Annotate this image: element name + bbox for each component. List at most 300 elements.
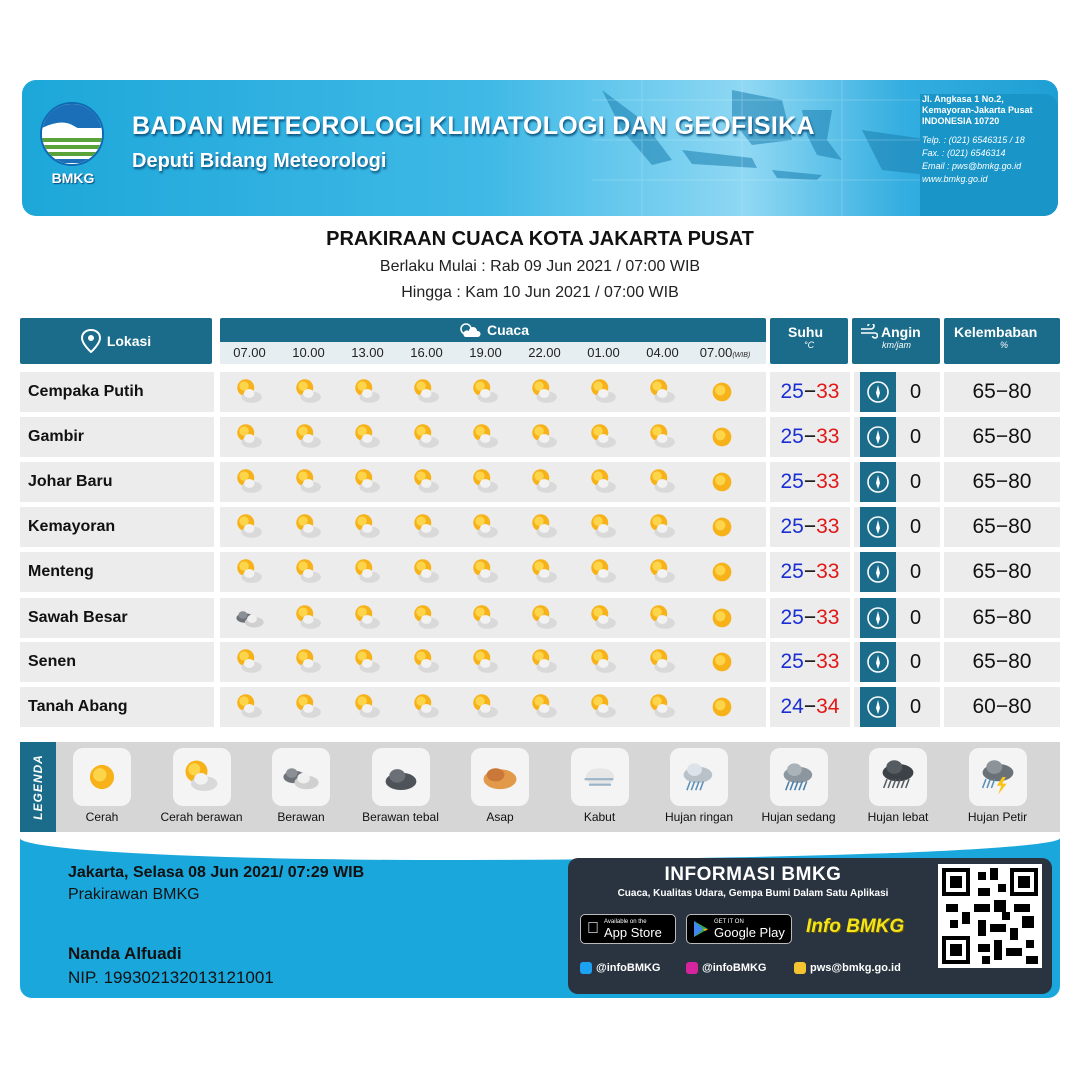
cerah-berawan-icon — [646, 555, 680, 589]
table-row — [20, 642, 1060, 682]
apple-icon — [587, 920, 599, 938]
header-kelembaban — [944, 318, 1060, 364]
wind-direction — [860, 507, 896, 547]
temperature: 25−33 — [770, 507, 850, 547]
weather-cell — [456, 372, 515, 412]
weather-cell — [633, 462, 692, 502]
wind — [854, 598, 940, 638]
weather-cell — [515, 642, 574, 682]
weather-cell — [692, 462, 751, 502]
wind-speed: 0 — [910, 606, 922, 629]
location-name: Cempaka Putih — [20, 372, 214, 412]
cerah-berawan-icon — [292, 601, 326, 635]
legend-item-label: Cerah berawan — [160, 810, 243, 824]
twitter-link[interactable] — [580, 962, 661, 974]
legend-item-berawan — [251, 748, 351, 824]
weather-cell — [633, 417, 692, 457]
weather-cell — [220, 687, 279, 727]
kabut-icon — [578, 755, 622, 799]
cerah-icon — [705, 645, 739, 679]
issue-date: Jakarta, Selasa 08 Jun 2021/ 07:29 WIB — [68, 864, 365, 881]
location-name: Gambir — [20, 417, 214, 457]
weather-cell — [338, 417, 397, 457]
temp-max: 33 — [816, 515, 840, 538]
time-slot: 07.00 — [233, 345, 266, 360]
temp-min: 25 — [780, 470, 804, 493]
google-play-small: GET IT ON — [714, 918, 744, 925]
temperature: 24−34 — [770, 687, 850, 727]
cerah-berawan-icon — [292, 420, 326, 454]
temperature: 25−33 — [770, 642, 850, 682]
app-store-small: Available on the — [592, 918, 635, 925]
time-slot: 10.00 — [292, 345, 325, 360]
cerah-berawan-icon — [469, 555, 503, 589]
weather-cell — [338, 372, 397, 412]
wind-direction — [860, 417, 896, 457]
cerah-berawan-icon — [587, 420, 621, 454]
temp-max: 33 — [816, 650, 840, 673]
cerah-berawan-icon — [180, 755, 224, 799]
legend-tab — [20, 742, 56, 832]
legend-item-hujan-lebat — [848, 748, 948, 824]
weather-cell — [515, 462, 574, 502]
cerah-berawan-icon — [351, 601, 385, 635]
wind-direction — [860, 372, 896, 412]
cerah-berawan-icon — [587, 555, 621, 589]
weather-cell — [397, 598, 456, 638]
weather-cell — [279, 687, 338, 727]
compass-icon — [865, 694, 891, 720]
cerah-berawan-icon — [646, 645, 680, 679]
weather-icons — [220, 642, 766, 682]
weather-icons — [220, 598, 766, 638]
weather-cell — [633, 372, 692, 412]
email: Email : pws@bmkg.go.id — [922, 161, 1022, 171]
wind — [854, 552, 940, 592]
bmkg-logo — [40, 102, 106, 194]
legend-item-hujan-ringan — [649, 748, 749, 824]
time-slot: 13.00 — [351, 345, 384, 360]
temp-min: 25 — [780, 650, 804, 673]
legend-item-asap — [450, 748, 550, 824]
wind-speed: 0 — [910, 515, 922, 538]
wind-speed: 0 — [910, 425, 922, 448]
cerah-berawan-icon — [410, 465, 444, 499]
weather-cell — [397, 462, 456, 502]
time-slot: 07.00(WIB) — [699, 345, 751, 360]
temp-max: 33 — [816, 380, 840, 403]
berawan-icon — [233, 601, 267, 635]
cerah-berawan-icon — [646, 690, 680, 724]
temp-min: 24 — [780, 695, 804, 718]
cerah-berawan-icon — [292, 690, 326, 724]
time-slots — [220, 342, 766, 364]
valid-from: Berlaku Mulai : Rab 09 Jun 2021 / 07:00 WIB — [379, 258, 701, 275]
wind-speed: 0 — [910, 650, 922, 673]
qr-code[interactable] — [938, 864, 1042, 968]
weather-cell — [397, 642, 456, 682]
header-kelembaban-unit: % — [1000, 340, 1009, 350]
info-bmkg-panel — [568, 858, 1052, 994]
weather-cell — [279, 417, 338, 457]
weather-cell — [338, 507, 397, 547]
table-row — [20, 372, 1060, 412]
weather-cell — [574, 642, 633, 682]
weather-cell — [456, 687, 515, 727]
cerah-berawan-icon — [646, 375, 680, 409]
cerah-berawan-icon — [469, 645, 503, 679]
cerah-berawan-icon — [646, 510, 680, 544]
weather-cell — [279, 462, 338, 502]
email-icon — [794, 962, 806, 974]
wind-speed: 0 — [910, 380, 922, 403]
weather-cell — [456, 598, 515, 638]
weather-cell — [633, 642, 692, 682]
twitter-handle: @infoBMKG — [596, 962, 661, 974]
cerah-berawan-icon — [528, 690, 562, 724]
hujan-petir-icon — [976, 755, 1020, 799]
legend-item-berawan-tebal — [351, 748, 451, 824]
cerah-berawan-icon — [528, 601, 562, 635]
weather-cell — [515, 372, 574, 412]
asap-icon — [478, 755, 522, 799]
legend-item-kabut — [550, 748, 650, 824]
cerah-berawan-icon — [587, 510, 621, 544]
weather-cell — [397, 552, 456, 592]
cerah-berawan-icon — [351, 420, 385, 454]
instagram-link[interactable] — [686, 962, 767, 974]
weather-icons — [220, 462, 766, 502]
cerah-berawan-icon — [528, 375, 562, 409]
location-name: Sawah Besar — [20, 598, 214, 638]
temp-min: 25 — [780, 515, 804, 538]
legend-item-cerah-berawan — [152, 748, 252, 824]
weather-cell — [338, 552, 397, 592]
cerah-berawan-icon — [233, 555, 267, 589]
weather-icons — [220, 552, 766, 592]
header-suhu-unit: °C — [804, 340, 815, 350]
header-kelembaban-label: Kelembaban — [954, 324, 1038, 340]
weather-icons — [220, 507, 766, 547]
weather-cell — [574, 372, 633, 412]
cerah-berawan-icon — [233, 375, 267, 409]
cerah-berawan-icon — [587, 465, 621, 499]
cerah-berawan-icon — [469, 375, 503, 409]
humidity: 65−80 — [944, 598, 1060, 638]
cerah-berawan-icon — [292, 465, 326, 499]
twitter-icon — [580, 962, 592, 974]
legend — [20, 742, 1060, 832]
weather-cell — [515, 552, 574, 592]
cerah-icon — [705, 510, 739, 544]
weather-cell — [279, 507, 338, 547]
google-play-label: Google Play — [714, 924, 785, 940]
compass-icon — [865, 424, 891, 450]
header-angin — [852, 318, 940, 364]
wind — [854, 417, 940, 457]
cerah-berawan-icon — [233, 645, 267, 679]
weather-cell — [397, 417, 456, 457]
weather-icon — [457, 321, 481, 339]
compass-icon — [865, 514, 891, 540]
header-lokasi-label: Lokasi — [106, 333, 152, 349]
weather-cell — [692, 417, 751, 457]
forecaster-name: Nanda Alfuadi — [68, 944, 182, 963]
humidity: 60−80 — [944, 687, 1060, 727]
temp-min: 25 — [780, 380, 804, 403]
compass-icon — [865, 469, 891, 495]
table-row — [20, 417, 1060, 457]
cerah-berawan-icon — [528, 465, 562, 499]
cerah-berawan-icon — [351, 375, 385, 409]
cerah-icon — [705, 690, 739, 724]
header-angin-unit: km/jam — [882, 340, 911, 350]
weather-cell — [515, 598, 574, 638]
time-slot: 22.00 — [528, 345, 561, 360]
info-title: INFORMASI BMKG — [664, 864, 842, 885]
footer — [20, 838, 1060, 998]
cerah-berawan-icon — [410, 510, 444, 544]
footer-wave — [20, 838, 1060, 860]
cerah-berawan-icon — [410, 420, 444, 454]
cerah-berawan-icon — [646, 601, 680, 635]
wind-speed: 0 — [910, 695, 922, 718]
table-row — [20, 552, 1060, 592]
cerah-icon — [705, 555, 739, 589]
weather-cell — [220, 507, 279, 547]
cerah-berawan-icon — [469, 420, 503, 454]
weather-cell — [279, 372, 338, 412]
weather-cell — [279, 642, 338, 682]
header-cuaca-label: Cuaca — [486, 322, 530, 338]
weather-icons — [220, 687, 766, 727]
weather-icons — [220, 417, 766, 457]
weather-cell — [574, 687, 633, 727]
temperature: 25−33 — [770, 462, 850, 502]
cerah-berawan-icon — [646, 465, 680, 499]
weather-cell — [220, 642, 279, 682]
cerah-icon — [80, 755, 124, 799]
wind-direction — [860, 687, 896, 727]
forecaster-nip: NIP. 199302132013121001 — [68, 968, 274, 987]
cerah-berawan-icon — [587, 601, 621, 635]
google-play-button[interactable] — [686, 914, 792, 944]
legend-item-label: Berawan tebal — [362, 810, 439, 824]
table-row — [20, 598, 1060, 638]
cerah-berawan-icon — [233, 465, 267, 499]
table-row — [20, 687, 1060, 727]
weather-cell — [574, 552, 633, 592]
temperature: 25−33 — [770, 552, 850, 592]
temperature: 25−33 — [770, 417, 850, 457]
legend-item-label: Hujan Petir — [967, 810, 1028, 824]
cerah-berawan-icon — [528, 645, 562, 679]
weather-cell — [220, 552, 279, 592]
legend-item-label: Hujan ringan — [664, 810, 734, 824]
hujan-sedang-icon — [777, 755, 821, 799]
cerah-berawan-icon — [528, 510, 562, 544]
temperature: 25−33 — [770, 372, 850, 412]
weather-cell — [220, 372, 279, 412]
legend-item-cerah — [52, 748, 152, 824]
berawan-tebal-icon — [379, 755, 423, 799]
address-line-3: INDONESIA 10720 — [922, 116, 1000, 126]
legend-item-hujan-sedang — [749, 748, 849, 824]
wind-direction — [860, 462, 896, 502]
legend-item-hujan-petir — [948, 748, 1048, 824]
legend-item-label: Hujan sedang — [761, 810, 836, 824]
wind — [854, 462, 940, 502]
wind — [854, 687, 940, 727]
cerah-berawan-icon — [587, 645, 621, 679]
weather-cell — [633, 598, 692, 638]
table-row — [20, 507, 1060, 547]
temp-max: 34 — [816, 695, 840, 718]
humidity: 65−80 — [944, 642, 1060, 682]
weather-cell — [574, 598, 633, 638]
humidity: 65−80 — [944, 552, 1060, 592]
legend-item-label: Cerah — [85, 810, 119, 824]
cerah-berawan-icon — [351, 555, 385, 589]
weather-cell — [456, 552, 515, 592]
weather-cell — [397, 372, 456, 412]
app-store-button[interactable] — [580, 914, 676, 944]
wind-direction — [860, 642, 896, 682]
wind — [854, 372, 940, 412]
cerah-icon — [705, 420, 739, 454]
time-slot: 04.00 — [646, 345, 679, 360]
humidity: 65−80 — [944, 462, 1060, 502]
weather-cell — [338, 462, 397, 502]
header-cuaca — [220, 318, 766, 364]
forecaster-role: Prakirawan BMKG — [68, 886, 200, 903]
weather-cell — [456, 462, 515, 502]
header-banner — [22, 80, 1058, 216]
cerah-icon — [705, 601, 739, 635]
logo-text: BMKG — [51, 170, 95, 186]
agency-title: BADAN METEOROLOGI KLIMATOLOGI DAN GEOFISIKA — [132, 112, 815, 140]
valid-until: Hingga : Kam 10 Jun 2021 / 07:00 WIB — [401, 284, 679, 301]
cerah-berawan-icon — [410, 645, 444, 679]
weather-cell — [279, 552, 338, 592]
email-link[interactable] — [794, 962, 901, 974]
cerah-berawan-icon — [587, 690, 621, 724]
cerah-berawan-icon — [469, 601, 503, 635]
cerah-berawan-icon — [351, 645, 385, 679]
temp-min: 25 — [780, 606, 804, 629]
cerah-berawan-icon — [351, 690, 385, 724]
temp-max: 33 — [816, 425, 840, 448]
time-slot: 19.00 — [469, 345, 502, 360]
cerah-berawan-icon — [292, 555, 326, 589]
weather-cell — [692, 372, 751, 412]
compass-icon — [865, 559, 891, 585]
website: www.bmkg.go.id — [922, 174, 988, 184]
hujan-ringan-icon — [677, 755, 721, 799]
compass-icon — [865, 379, 891, 405]
legend-item-label: Asap — [486, 810, 514, 824]
weather-cell — [220, 462, 279, 502]
google-play-icon — [693, 920, 709, 938]
location-name: Tanah Abang — [20, 687, 214, 727]
cerah-berawan-icon — [469, 510, 503, 544]
cerah-berawan-icon — [469, 690, 503, 724]
cerah-berawan-icon — [292, 510, 326, 544]
compass-icon — [865, 605, 891, 631]
time-slot: 16.00 — [410, 345, 443, 360]
address-line-2: Kemayoran-Jakarta Pusat — [922, 105, 1033, 115]
wind-icon — [860, 324, 878, 340]
cerah-berawan-icon — [528, 420, 562, 454]
weather-cell — [515, 507, 574, 547]
instagram-handle: @infoBMKG — [702, 962, 767, 974]
wind — [854, 507, 940, 547]
weather-cell — [220, 598, 279, 638]
weather-cell — [633, 507, 692, 547]
info-subtitle: Cuaca, Kualitas Udara, Gempa Bumi Dalam Satu Aplikasi — [617, 888, 889, 899]
temp-max: 33 — [816, 560, 840, 583]
wind-speed: 0 — [910, 560, 922, 583]
cerah-icon — [705, 375, 739, 409]
cerah-berawan-icon — [351, 465, 385, 499]
temp-max: 33 — [816, 606, 840, 629]
weather-cell — [692, 642, 751, 682]
table-row — [20, 462, 1060, 502]
indonesia-map-graphic — [582, 80, 942, 216]
weather-cell — [633, 552, 692, 592]
weather-cell — [397, 687, 456, 727]
weather-cell — [456, 642, 515, 682]
weather-cell — [456, 507, 515, 547]
wind — [854, 642, 940, 682]
legend-label: LEGENDA — [31, 754, 46, 820]
cerah-berawan-icon — [292, 375, 326, 409]
weather-cell — [338, 687, 397, 727]
header-suhu — [770, 318, 848, 364]
cerah-berawan-icon — [469, 465, 503, 499]
address-line-1: Jl. Angkasa 1 No.2, — [922, 94, 1004, 104]
weather-cell — [397, 507, 456, 547]
location-name: Johar Baru — [20, 462, 214, 502]
cerah-berawan-icon — [410, 690, 444, 724]
cerah-berawan-icon — [410, 555, 444, 589]
weather-cell — [515, 687, 574, 727]
weather-cell — [574, 462, 633, 502]
cerah-berawan-icon — [233, 420, 267, 454]
location-name: Menteng — [20, 552, 214, 592]
header-angin-label: Angin — [881, 324, 921, 340]
weather-cell — [574, 507, 633, 547]
location-name: Kemayoran — [20, 507, 214, 547]
weather-cell — [338, 642, 397, 682]
cerah-berawan-icon — [528, 555, 562, 589]
temp-max: 33 — [816, 470, 840, 493]
wind-direction — [860, 598, 896, 638]
header-lokasi — [20, 318, 212, 364]
legend-item-label: Berawan — [277, 810, 325, 824]
cerah-icon — [705, 465, 739, 499]
humidity: 65−80 — [944, 507, 1060, 547]
time-slot: 01.00 — [587, 345, 620, 360]
phone: Telp. : (021) 6546315 / 18 — [922, 135, 1025, 145]
weather-cell — [574, 417, 633, 457]
temp-min: 25 — [780, 425, 804, 448]
forecast-title: PRAKIRAAN CUACA KOTA JAKARTA PUSAT — [326, 228, 754, 250]
weather-cell — [692, 598, 751, 638]
location-name: Senen — [20, 642, 214, 682]
location-pin-icon — [81, 329, 101, 353]
fax: Fax. : (021) 6546314 — [922, 148, 1006, 158]
